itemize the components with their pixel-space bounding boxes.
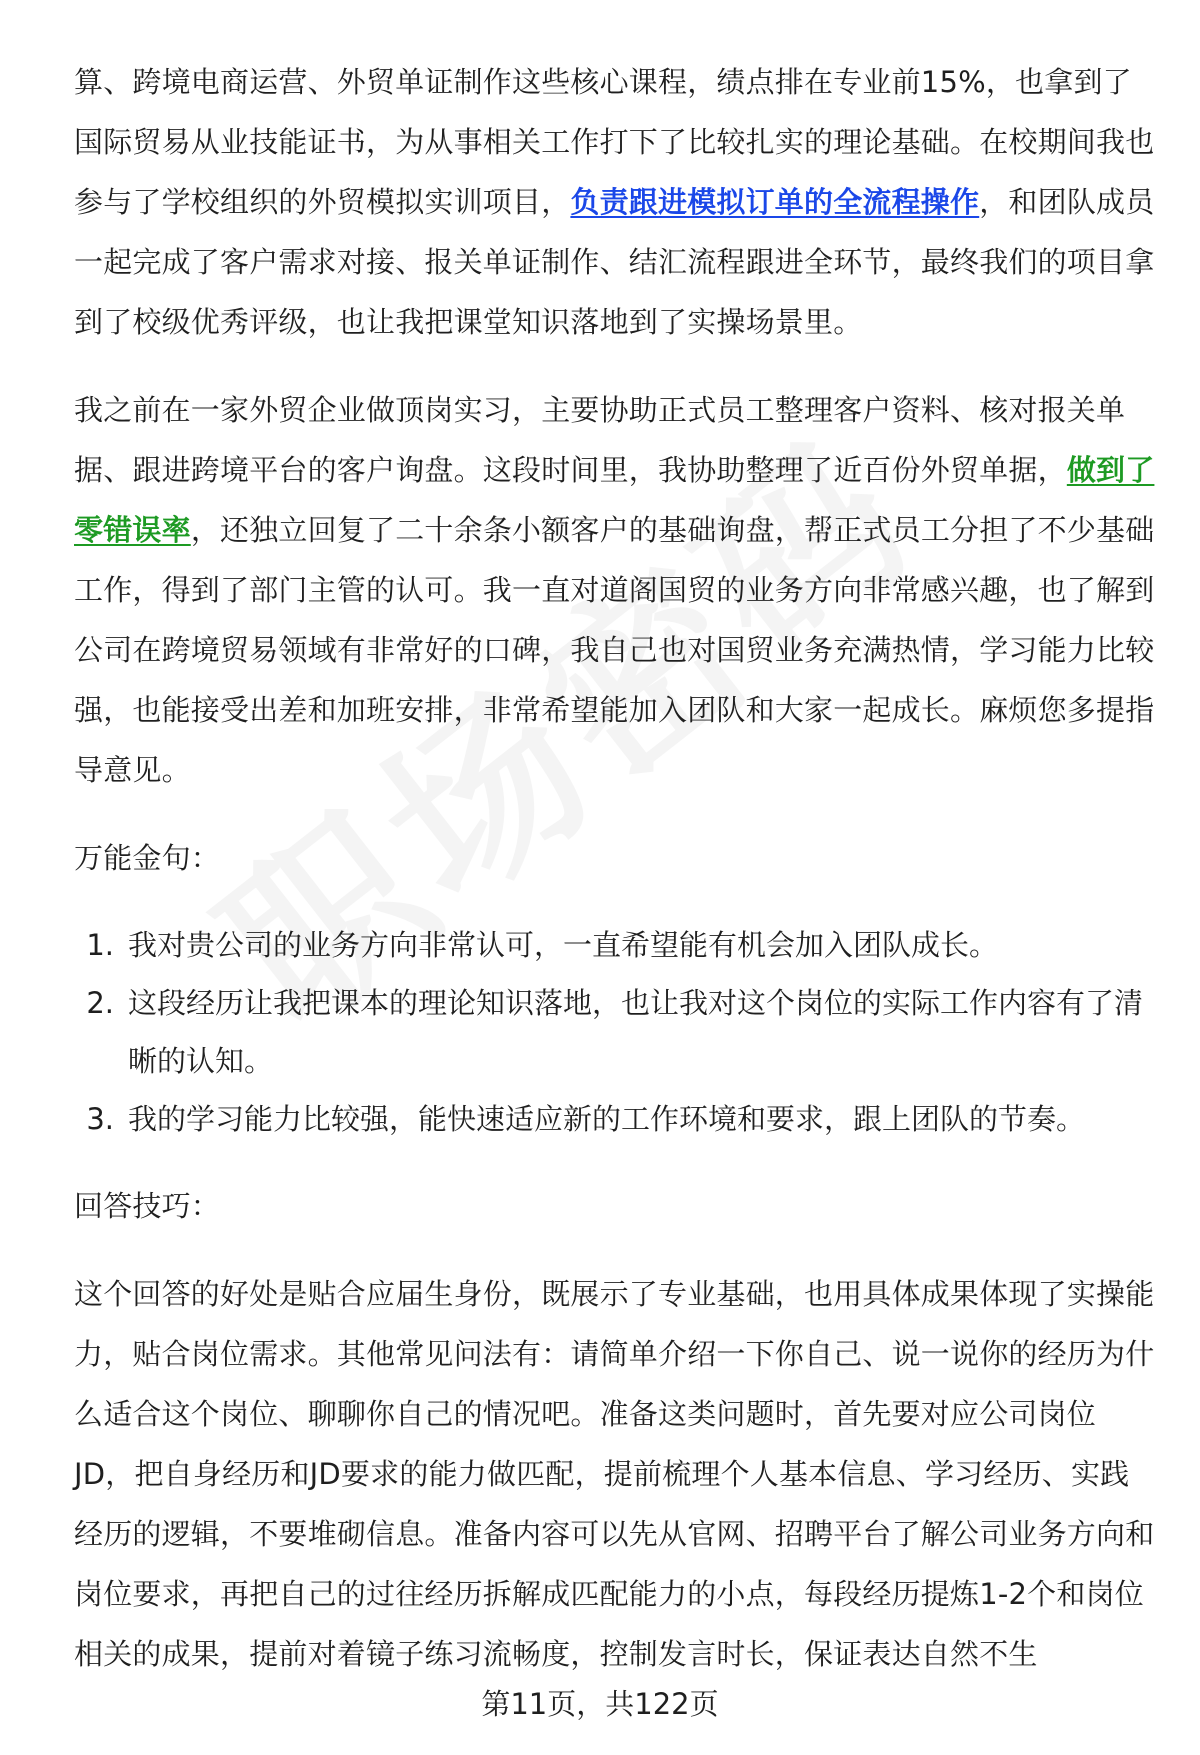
list-text: 这段经历让我把课本的理论知识落地，也让我对这个岗位的实际工作内容有了清晰的认知。 xyxy=(128,986,1144,1078)
paragraph-education xyxy=(74,52,1156,352)
list-item xyxy=(74,916,1156,974)
paragraph-text: ，还独立回复了二十余条小额客户的基础询盘，帮正式员工分担了不少基础工作，得到了部门主管的认可。我一直对道阁国贸的业务方向非常感兴趣，也了解到公司在跨境贸易领域有非常好的口碑，我自己也对国贸业务充满热情，学习能力比较强，也能接受出差和加班安排，非常希望能加入团队和大家一起成长。麻烦您多提指导意见。 xyxy=(74,513,1155,787)
answer-tips-heading: 回答技巧： xyxy=(74,1189,221,1223)
paragraph-internship xyxy=(74,380,1156,800)
paragraph-text: 我之前在一家外贸企业做顶岗实习，主要协助正式员工整理客户资料、核对报关单据、跟进跨境平台的客户询盘。这段时间里，我协助整理了近百份外贸单据， xyxy=(74,393,1126,487)
list-text: 我对贵公司的业务方向非常认可，一直希望能有机会加入团队成长。 xyxy=(128,928,999,962)
highlight-blue-text: 负责跟进模拟订单的全流程操作 xyxy=(570,185,980,219)
list-item xyxy=(74,974,1156,1090)
list-number: 2. xyxy=(86,986,114,1020)
highlight-green-text: 做到了零错误率 xyxy=(74,453,1155,547)
list-number: 1. xyxy=(86,928,114,962)
paragraph-text: ，和团队成员一起完成了客户需求对接、报关单证制作、结汇流程跟进全环节，最终我们的项目拿到了校级优秀评级，也让我把课堂知识落地到了实操场景里。 xyxy=(74,185,1155,339)
list-item xyxy=(74,1090,1156,1148)
paragraph-text: 算、跨境电商运营、外贸单证制作这些核心课程，绩点排在专业前15%，也拿到了国际贸易从业技能证书，为从事相关工作打下了比较扎实的理论基础。在校期间我也参与了学校组织的外贸模拟实训项目， xyxy=(74,65,1155,219)
document-body xyxy=(74,52,1156,1684)
answer-tips-body: 这个回答的好处是贴合应届生身份，既展示了专业基础，也用具体成果体现了实操能力，贴合岗位需求。其他常见问法有：请简单介绍一下你自己、说一说你的经历为什么适合这个岗位、聊聊你自己的情况吧。准备这类问题时，首先要对应公司岗位JD，把自身经历和JD要求的能力做匹配，提前梳理个人基本信息、学习经历、实践经历的逻辑，不要堆砌信息。准备内容可以先从官网、招聘平台了解公司业务方向和岗位要求，再把自己的过往经历拆解成匹配能力的小点，每段经历提炼1-2个和岗位相关的成果，提前对着镜子练习流畅度，控制发言时长，保证表达自然不生 xyxy=(74,1277,1155,1671)
golden-sentences-heading: 万能金句： xyxy=(74,841,221,875)
page-footer: 第11页，共122页 xyxy=(481,1687,719,1721)
list-text: 我的学习能力比较强，能快速适应新的工作环境和要求，跟上团队的节奏。 xyxy=(128,1102,1086,1136)
golden-sentences-list xyxy=(74,916,1156,1148)
list-number: 3. xyxy=(86,1102,114,1136)
